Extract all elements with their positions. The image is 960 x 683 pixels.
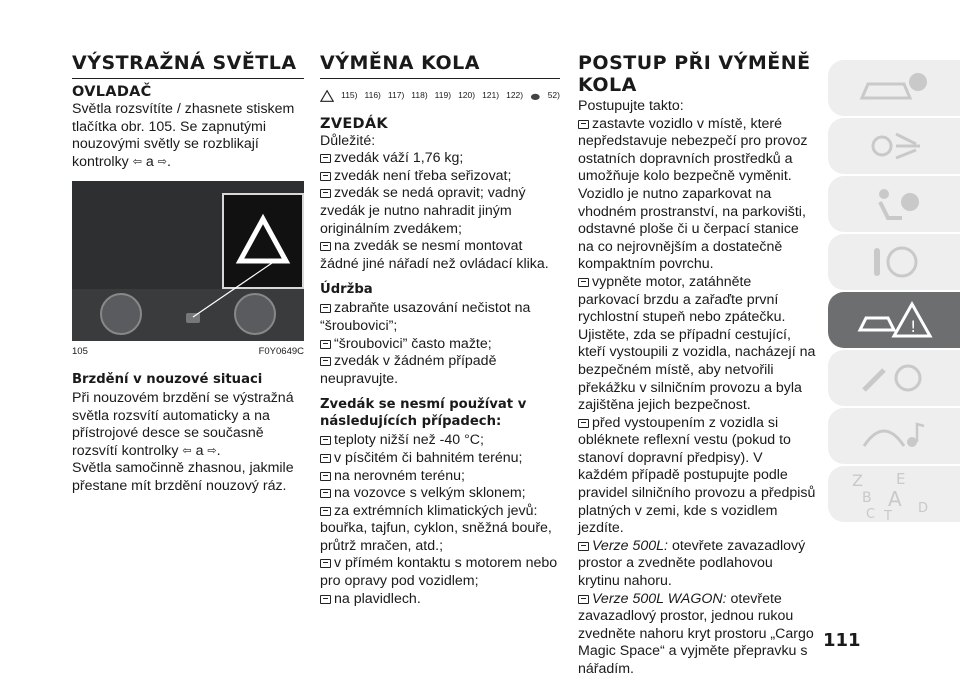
- svg-text:!: !: [910, 317, 917, 336]
- bullet-icon: [320, 472, 331, 481]
- list-item: zabraňte usazování nečistot na “šroubovici”;: [320, 300, 531, 334]
- letter-b: B: [862, 490, 872, 506]
- list-item: “šroubovici” často mažte;: [320, 336, 560, 354]
- letter-e: E: [896, 470, 906, 488]
- turn-arrows-left-icon: ⇦: [182, 444, 192, 457]
- tab-index[interactable]: [828, 466, 960, 522]
- callout-line: [72, 181, 304, 341]
- list-item: v písčitém či bahnitém terénu;: [320, 450, 560, 468]
- list-item: na vozovce s velkým sklonem;: [320, 485, 560, 503]
- car-info-icon: [854, 68, 934, 108]
- maintenance-heading: Údržba: [320, 282, 373, 298]
- bullet-icon: [320, 454, 331, 463]
- list-item: na plavidlech.: [320, 591, 560, 609]
- figure-code: F0Y0649C: [258, 346, 304, 358]
- list-item: vypněte motor, zatáhněte parkovací brzdu a zařaďte první rychlostní stupeň nebo zpátečku. Ujistěte, zda se případní cestující, kteří vystoupili z vozidla, nacházejí na bezpečném místě, aby netvořili překážku v silničním provozu a byla zajištěna jejich bezpečnost.: [578, 273, 816, 414]
- warning-refs: 115) 116) 117) 118) 119) 120) 121) 122) 52): [320, 87, 560, 105]
- chapter-tabs: [828, 60, 960, 524]
- column-2: [320, 52, 560, 608]
- list-item: Verze 500L WAGON: otevřete zavazadlový prostor, jednou rukou zvedněte nahoru kryt prostoru „Cargo Magic Space“ a vyjměte přepravku s nářadím.: [578, 590, 814, 677]
- warning-icon: [320, 89, 334, 103]
- tab-maintenance[interactable]: [828, 350, 960, 406]
- bullet-icon: [320, 507, 331, 516]
- list-item: zastavte vozidlo v místě, které nepředstavuje nebezpečí pro provoz ostatních dopravních prostředků a umožňuje kolo bezpečně vyměnit. Vozidlo je nutno zaparkovat na vhodném prostranství, na parkovišti, odstavné ploše či u čerpací stanice na co nejrovnějším a dostatečně kompaktním povrchu.: [578, 115, 808, 273]
- letter-c: C: [866, 507, 876, 520]
- hazard-button-figure: [72, 181, 304, 341]
- bullet-icon: [320, 154, 331, 163]
- page-number: 111: [823, 630, 861, 651]
- tab-emergency[interactable]: [828, 292, 960, 348]
- paragraph-1: Světla rozsvítíte / zhasnete stiskem tlačítka obr. 105. Se zapnutými nouzovými světly se rozblikají kontrolky ⇦ a ⇨.: [72, 101, 295, 170]
- important-label: Důležité:: [320, 132, 376, 149]
- list-item: za extrémních klimatických jevů: bouřka, tajfun, cyklon, sněžná bouře, průtrž mračen, atd.;: [320, 502, 552, 554]
- index-letters-icon: [844, 468, 944, 520]
- tab-lights[interactable]: [828, 118, 960, 174]
- steering-wheel-icon: [854, 242, 934, 282]
- bullet-icon: [578, 278, 589, 287]
- bullet-icon: [578, 542, 589, 551]
- column-1: [72, 52, 304, 496]
- wheel-change-title: VÝMĚNA KOLA: [320, 52, 560, 79]
- paragraph-3: Světla samočinně zhasnou, jakmile přestane mít brzdění nouzový ráz.: [72, 460, 294, 494]
- list-item: Verze 500L: otevřete zavazadlový prostor a zvedněte podlahovou krytinu nahoru.: [578, 537, 806, 590]
- tab-safety[interactable]: [828, 176, 960, 232]
- list-item: zvedák není třeba seřizovat;: [320, 168, 560, 186]
- bullet-icon: [578, 419, 589, 428]
- list-item: v přímém kontaktu s motorem nebo pro opravy pod vozidlem;: [320, 555, 558, 590]
- bullet-icon: [320, 172, 331, 181]
- turn-arrows-right-icon: ⇨: [207, 444, 217, 457]
- list-item: teploty nižší než -40 °C;: [320, 432, 560, 450]
- emergency-braking-heading: Brzdění v nouzové situaci: [72, 371, 263, 387]
- tab-dashboard[interactable]: [828, 60, 960, 116]
- hazard-lights-title: VÝSTRAŽNÁ SVĚTLA: [72, 52, 304, 79]
- bullet-icon: [320, 595, 331, 604]
- bullet-icon: [578, 120, 589, 129]
- restrictions-heading: Zvedák se nesmí používat v následujících případech:: [320, 397, 527, 430]
- wheel-change-procedure-title: POSTUP PŘI VÝMĚNĚ KOLA: [578, 52, 811, 96]
- letter-z: Z: [852, 471, 863, 490]
- figure-number: 105: [72, 346, 88, 358]
- letter-t: T: [884, 509, 892, 520]
- environment-icon: [530, 91, 541, 101]
- turn-arrows-right-icon: ⇨: [157, 155, 167, 168]
- bullet-icon: [320, 189, 331, 198]
- list-item: zvedák váží 1,76 kg;: [320, 150, 560, 168]
- turn-arrows-left-icon: ⇦: [132, 155, 142, 168]
- bullet-icon: [320, 559, 331, 568]
- bullet-icon: [578, 595, 589, 604]
- intro-text: Postupujte takto:: [578, 98, 684, 114]
- lights-icon: [854, 126, 934, 166]
- paragraph-2: Při nouzovém brzdění se výstražná světla rozsvítí automaticky a na přístrojové desce se současně rozsvítí kontrolky ⇦ a ⇨.: [72, 389, 294, 459]
- bullet-icon: [320, 340, 331, 349]
- tab-multimedia[interactable]: [828, 408, 960, 464]
- list-item: na zvedák se nesmí montovat žádné jiné nářadí než ovládací klika.: [320, 238, 549, 272]
- emergency-icon: [854, 300, 934, 340]
- airbag-icon: [854, 184, 934, 224]
- bullet-icon: [320, 436, 331, 445]
- control-subtitle: OVLADAČ: [72, 84, 152, 100]
- letter-a: A: [888, 487, 902, 511]
- bullet-icon: [320, 357, 331, 366]
- list-item: na nerovném terénu;: [320, 468, 560, 486]
- jack-heading: ZVEDÁK: [320, 115, 388, 132]
- letter-d: D: [918, 501, 929, 516]
- column-3: [578, 52, 816, 679]
- maintenance-icon: [854, 358, 934, 398]
- list-item: před vystoupením z vozidla si obléknete reflexní vestu (pokud to stanoví dopravní předpisy). V každém případě postupujte podle pravidel silničního provozu a předpisů platných v zemi, kde s vozidlem jezdíte.: [578, 414, 816, 537]
- tab-driving[interactable]: [828, 234, 960, 290]
- figure-caption: [72, 343, 304, 361]
- list-item: zvedák v žádném případě neupravujte.: [320, 353, 497, 387]
- bullet-icon: [320, 242, 331, 251]
- multimedia-icon: [854, 416, 934, 456]
- bullet-icon: [320, 489, 331, 498]
- list-item: zvedák se nedá opravit; vadný zvedák je nutno nahradit jiným originálním zvedákem;: [320, 185, 526, 237]
- bullet-icon: [320, 304, 331, 313]
